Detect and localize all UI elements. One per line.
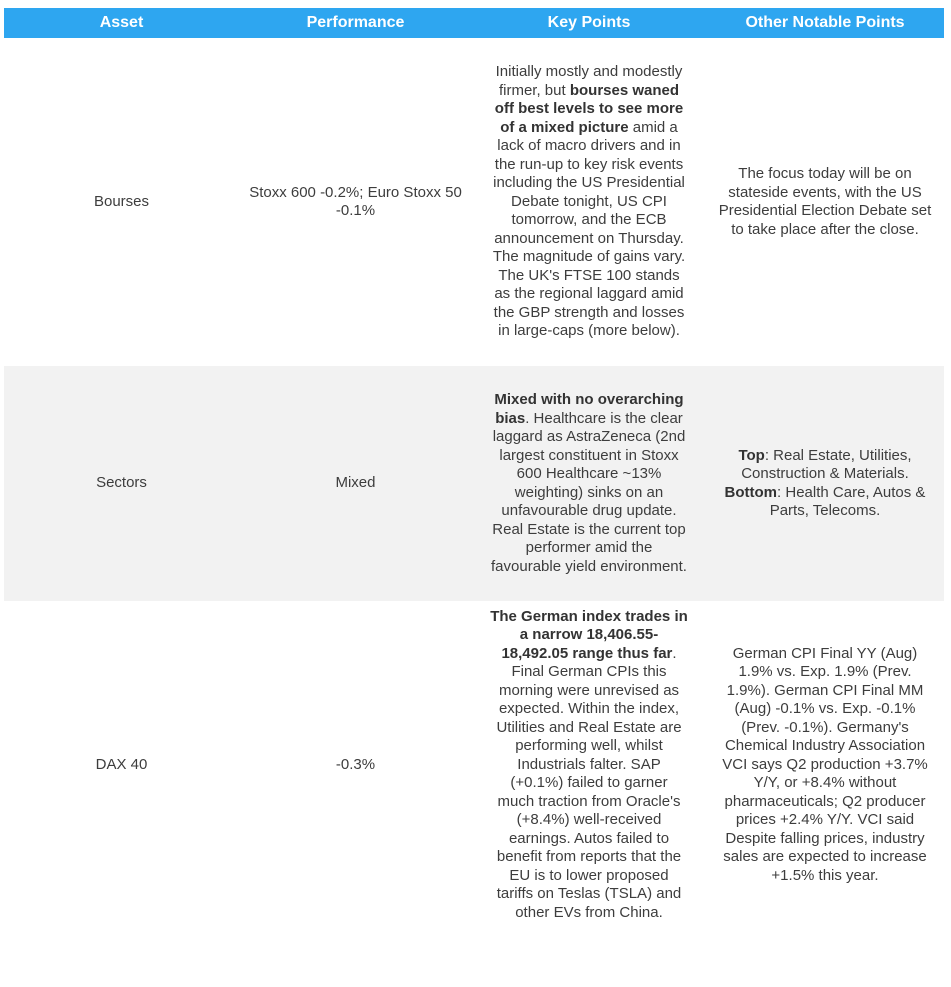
performance-cell: -0.3% bbox=[335, 755, 376, 773]
bottom-label: Bottom bbox=[724, 483, 778, 501]
performance-cell: Mixed bbox=[335, 474, 376, 492]
market-summary-table bbox=[4, 8, 944, 929]
other-points-cell: German CPI Final YY (Aug) 1.9% vs. Exp. 1.9% (Prev. 1.9%). German CPI Final MM (Aug) -0.1% vs. Exp. -0.1% (Prev. -0.1%). Germany's Chemical Industry Association VCI says Q2 production +3.7% Y/Y, or +8.4% without pharmaceuticals; Q2 producer prices +2.4% Y/Y. VCI said Despite falling prices, industry sales are expected to increase +1.5% this year. bbox=[722, 644, 928, 884]
other-points-cell: The focus today will be on stateside events, with the US Presidential Election Debate set to take place after the close. bbox=[718, 165, 932, 238]
key-points-highlight: The German index trades in a narrow 18,406.55-18,492.05 range thus far bbox=[490, 607, 688, 662]
key-points-text: amid a lack of macro drivers and in the run-up to key risk events including the US Presidential Debate tonight, US CPI tomorrow, and the ECB announcement on Thursday. The magnitude of gains vary. The UK's FTSE 100 stands as the regional laggard amid the GBP strength and losses in large-caps (more below). bbox=[492, 118, 686, 340]
key-points-cell bbox=[472, 391, 706, 576]
header-performance: Performance bbox=[306, 14, 405, 31]
table-row bbox=[4, 601, 944, 929]
table-row bbox=[4, 366, 944, 601]
key-points-highlight: Mixed with no overarching bias bbox=[494, 391, 684, 427]
key-points-text: Initially mostly and modestly firmer, but bbox=[495, 63, 683, 99]
table-row bbox=[4, 38, 944, 366]
table-header bbox=[4, 8, 944, 38]
asset-cell: Sectors bbox=[96, 474, 147, 492]
header-other-points: Other Notable Points bbox=[745, 14, 905, 31]
other-points-cell bbox=[706, 447, 944, 521]
header-asset: Asset bbox=[99, 14, 144, 31]
key-points-text: . Final German CPIs this morning were unrevised as expected. Within the index, Utilities and Real Estate are performing well, whilst Industrials falter. SAP (+0.1%) failed to garner much traction from Oracle's (+8.4%) well-received earnings. Autos failed to benefit from reports that the EU is to lower proposed tariffs on Teslas (TSLA) and other EVs from China. bbox=[496, 644, 682, 921]
top-sectors: : Real Estate, Utilities, Construction & Materials. bbox=[741, 446, 912, 482]
asset-cell: DAX 40 bbox=[95, 755, 148, 773]
asset-cell: Bourses bbox=[93, 192, 150, 210]
key-points-text: . Healthcare is the clear laggard as AstraZeneca (2nd largest constituent in Stoxx 600 Healthcare ~13% weighting) sinks on an unfavourable drug update. Real Estate is the current top performer amid the favourable yield environment. bbox=[491, 409, 687, 575]
header-key-points: Key Points bbox=[547, 14, 631, 31]
top-label: Top bbox=[738, 446, 765, 464]
performance-cell: Stoxx 600 -0.2%; Euro Stoxx 50 -0.1% bbox=[249, 183, 462, 219]
bottom-sectors: : Health Care, Autos & Parts, Telecoms. bbox=[769, 483, 926, 519]
key-points-highlight: bourses waned off best levels to see more of a mixed picture bbox=[494, 81, 684, 136]
key-points-cell bbox=[472, 63, 706, 341]
key-points-cell bbox=[472, 608, 706, 923]
